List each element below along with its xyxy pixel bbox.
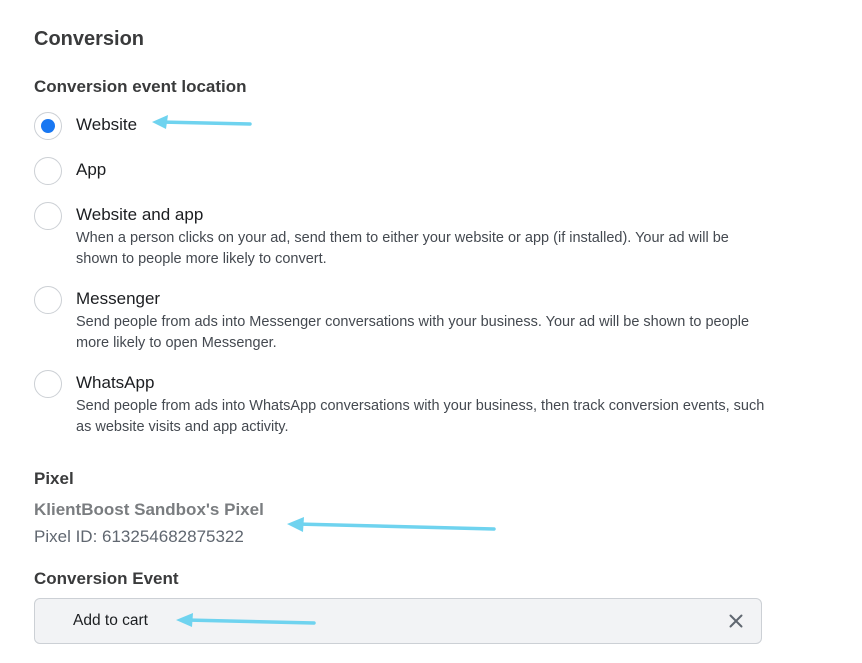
radio-selected-dot	[41, 119, 55, 133]
radio-label-whatsapp: WhatsApp	[76, 373, 155, 392]
radio-button-website-and-app[interactable]	[34, 202, 62, 230]
radio-description-whatsapp: Send people from ads into WhatsApp conversations with your business, then track conversion events, such as website visits and app activity.	[76, 398, 765, 435]
pixel-name: KlientBoost Sandbox's Pixel	[34, 500, 264, 519]
conversion-event-select[interactable]	[34, 598, 762, 644]
radio-description-messenger: Send people from ads into Messenger conversations with your business. Your ad will be shown to people more likely to open Messenger.	[76, 314, 750, 351]
radio-button-website[interactable]	[34, 112, 62, 140]
radio-description-website-and-app: When a person clicks on your ad, send them to either your website or app (if installed). Your ad will be shown to people more likely to convert.	[76, 230, 729, 267]
radio-label-messenger: Messenger	[76, 289, 161, 308]
pixel-heading: Pixel	[34, 469, 74, 488]
conversion-event-heading: Conversion Event	[34, 569, 179, 588]
close-icon[interactable]	[725, 610, 747, 632]
radio-button-whatsapp[interactable]	[34, 370, 62, 398]
conversion-location-heading: Conversion event location	[34, 77, 247, 96]
radio-button-messenger[interactable]	[34, 286, 62, 314]
radio-option-messenger[interactable]	[34, 288, 774, 354]
conversion-event-value: Add to cart	[73, 612, 148, 629]
radio-option-whatsapp[interactable]	[34, 372, 774, 438]
section-title: Conversion	[34, 28, 145, 50]
radio-option-website-and-app[interactable]	[34, 204, 774, 270]
radio-label-app: App	[76, 160, 107, 179]
radio-option-website[interactable]	[34, 114, 774, 140]
radio-option-app[interactable]	[34, 159, 774, 185]
radio-label-website: Website	[76, 115, 138, 134]
radio-button-app[interactable]	[34, 157, 62, 185]
pixel-id: Pixel ID: 613254682875322	[34, 527, 244, 546]
annotation-arrow-icon	[282, 514, 498, 538]
radio-label-website-and-app: Website and app	[76, 205, 204, 224]
